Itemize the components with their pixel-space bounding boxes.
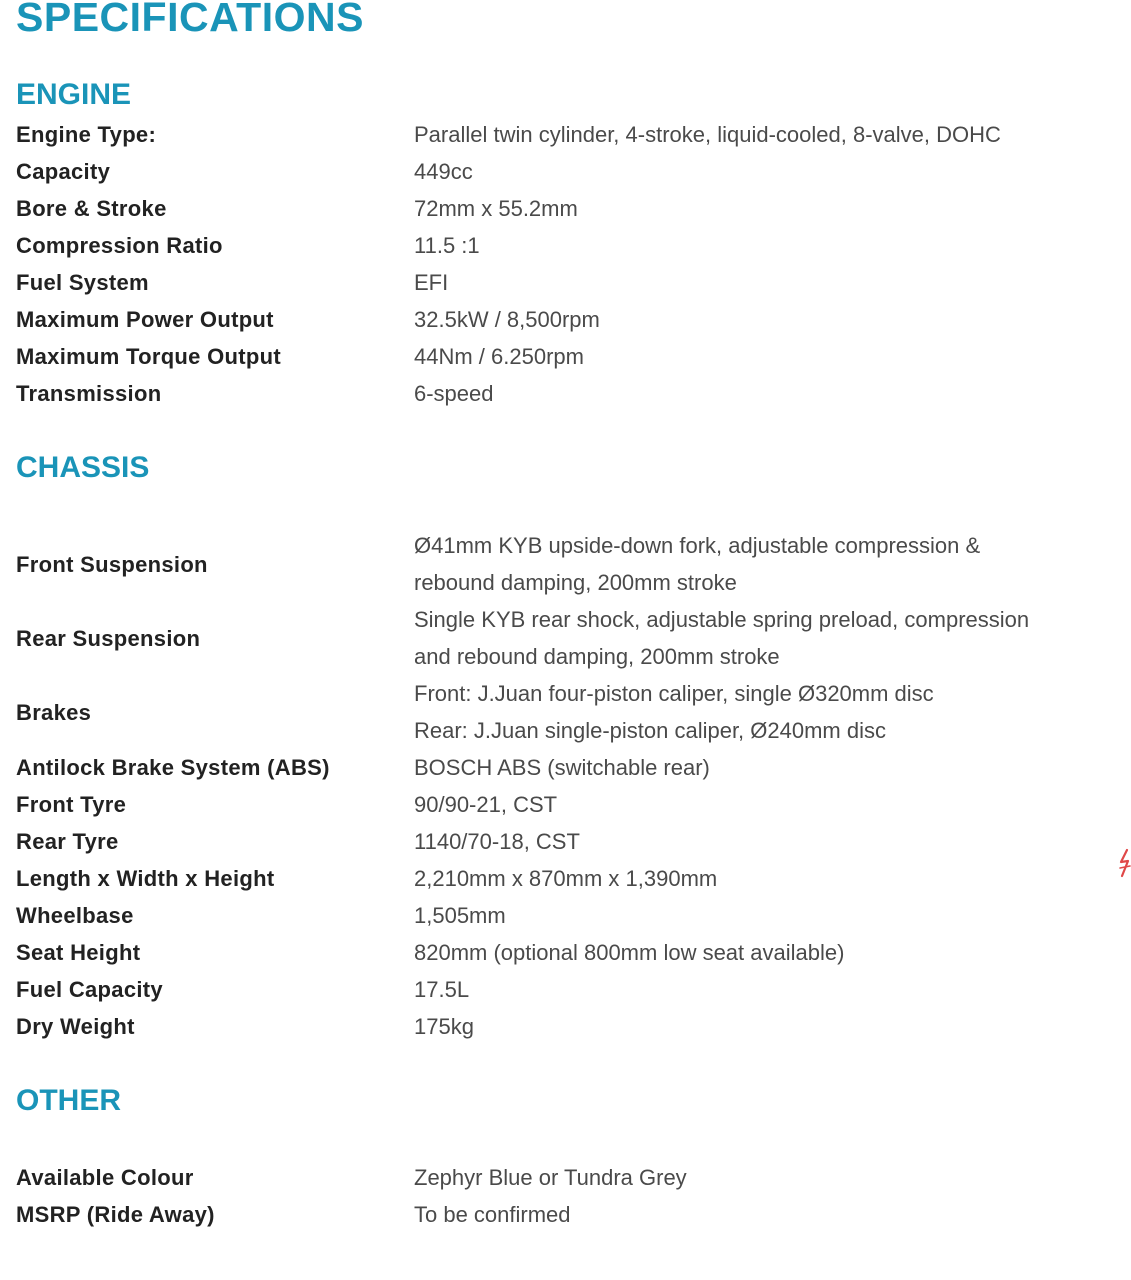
spec-value: 32.5kW / 8,500rpm [414,307,600,332]
spec-value-line: Ø41mm KYB upside-down fork, adjustable compression & [414,533,981,558]
spec-label: Maximum Torque Output [16,344,281,369]
spec-label: MSRP (Ride Away) [16,1202,215,1227]
spec-label: Rear Suspension [16,626,201,651]
spec-label: Maximum Power Output [16,307,274,332]
spec-label: Capacity [16,159,111,184]
spec-label: Available Colour [16,1165,194,1190]
spec-label: Fuel System [16,270,149,295]
spec-label: Seat Height [16,940,141,965]
page-title: SPECIFICATIONS [16,0,364,40]
spec-value [414,601,1119,675]
spec-label: Front Suspension [16,552,208,577]
spec-value [414,675,1119,749]
section-heading-engine: ENGINE [16,78,132,111]
spec-label: Front Tyre [16,792,127,817]
spec-value: 175kg [414,1014,474,1039]
spec-value: 449cc [414,159,473,184]
spec-value-line: Front: J.Juan four-piston caliper, single Ø320mm disc [414,681,934,706]
spec-label: Antilock Brake System (ABS) [16,755,330,780]
spec-label: Bore & Stroke [16,196,167,221]
spec-value: To be confirmed [414,1202,571,1227]
spec-value: 2,210mm x 870mm x 1,390mm [414,866,718,891]
partial-red-logo-icon [1118,848,1131,882]
spec-value-line: Rear: J.Juan single-piston caliper, Ø240mm disc [414,718,886,743]
spec-value: 1140/70-18, CST [414,829,580,854]
spec-label: Transmission [16,381,162,406]
spec-label: Brakes [16,700,92,725]
spec-label: Compression Ratio [16,233,223,258]
spec-label: Engine Type: [16,122,157,147]
spec-label: Wheelbase [16,903,134,928]
spec-value: 90/90-21, CST [414,792,558,817]
spec-value [414,527,1119,601]
section-heading-other: OTHER [16,1084,121,1117]
spec-value: Zephyr Blue or Tundra Grey [414,1165,687,1190]
spec-value: 17.5L [414,977,470,1002]
spec-value: 1,505mm [414,903,506,928]
spec-value: 72mm x 55.2mm [414,196,578,221]
spec-label: Dry Weight [16,1014,135,1039]
section-heading-chassis: CHASSIS [16,451,150,484]
spec-value: Parallel twin cylinder, 4-stroke, liquid-cooled, 8-valve, DOHC [414,122,1001,147]
spec-value: BOSCH ABS (switchable rear) [414,755,710,780]
spec-value: 6-speed [414,381,494,406]
spec-value: EFI [414,270,449,295]
spec-label: Length x Width x Height [16,866,275,891]
spec-label: Fuel Capacity [16,977,163,1002]
spec-value-line: Single KYB rear shock, adjustable spring preload, compression [414,607,1030,632]
spec-value: 820mm (optional 800mm low seat available) [414,940,845,965]
spec-value: 11.5 :1 [414,233,480,258]
spec-value-line: rebound damping, 200mm stroke [414,570,737,595]
spec-value-line: and rebound damping, 200mm stroke [414,644,780,669]
spec-value: 44Nm / 6.250rpm [414,344,584,369]
spec-label: Rear Tyre [16,829,119,854]
